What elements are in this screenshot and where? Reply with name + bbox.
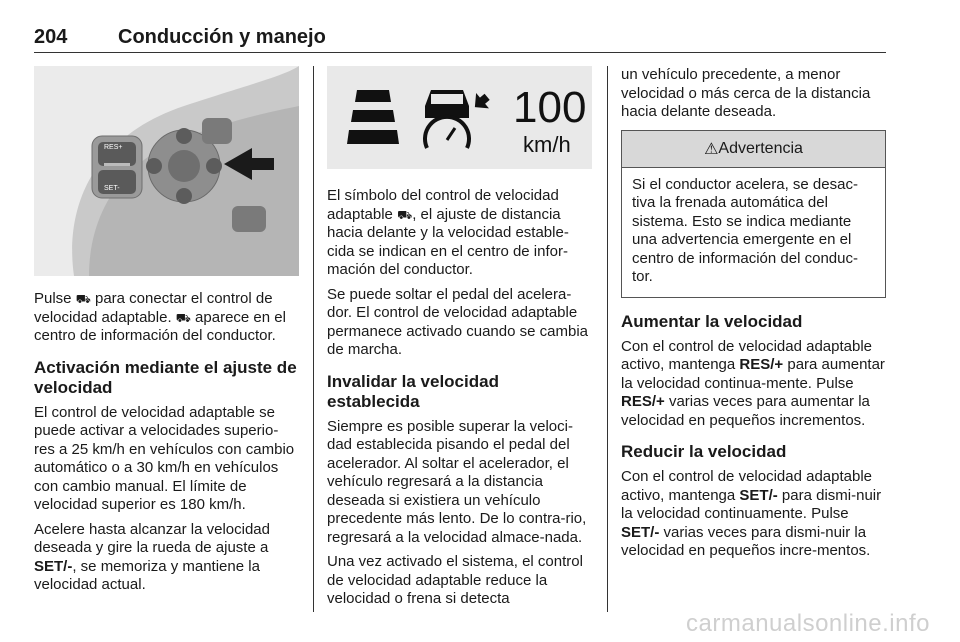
heading-increase: Aumentar la velocidad [621,311,803,331]
column-2: 100 km/h El símbolo del control de velocidad adaptable ⛟, el ajuste de distancia hacia delante y la velocidad estable-cida se indican en el centro de infor-mación del conductor. Se puede soltar el pedal del acelera-dor. El control de velocidad adaptable permanece activado cuando se cambia de marcha. Invalidar la velocidad establecida Siempre es posible superar la veloci-dad establecida pisando el pedal del acelerador. Al soltar el acelerador, el vehículo regresará a la distancia deseada si existiera un vehículo precedente más lento. De lo contra-rio, regresará a la velocidad almace-nada. Una vez activado el sistema, el control de velocidad adaptable reduce la velocidad o frena si detecta [327,66,592,609]
steering-wheel-image [34,66,299,276]
page-number: 204 [34,26,68,48]
heading-decrease: Reducir la velocidad [621,442,787,461]
warning-text: Si el conductor acelera, se desac-tiva la frenada automática del sistema. Esto se indica mediante una advertencia emergente en el centro de información del conduc-tor. [632,175,858,285]
cluster-display-image [327,66,592,169]
paragraph-activation: El control de velocidad adaptable se puede activar a velocidades superio-res a 25 km/h en vehículos con cambio automático o a 30 km/h en vehículos con cambio manual. El límite de velocidad superior es 180 km/h. [34,403,295,513]
res-button-label: RES+ [104,144,123,151]
paragraph-continued: un vehículo precedente, a menor velocidad o más cerca de la distancia hacia delante deseada. [621,66,871,120]
warning-title: Advertencia [718,139,803,157]
heading-override: Invalidar la velocidad establecida [327,371,499,411]
acc-icon: ⛟ [75,292,91,306]
set-button-label: SET- [104,185,120,192]
heading-activation: Activación mediante el ajuste de velocidad [34,357,297,397]
page-header [34,24,886,53]
column-1: RES+ SET- Pulse ⛟ para conectar el control de velocidad adaptable. ⛟ aparece en el centro de información del conductor. Activación mediante el ajuste de velocidad El control de velocidad adaptable se puede activar a velocidades superio-res a 25 km/h en vehículos con cambio automático o a 30 km/h en vehículos con cambio manual. El límite de velocidad superior es 180 km/h. Acelere hasta alcanzar la velocidad deseada y gire la rueda de ajuste a SET/-, se memoriza y mantiene la velocidad actual. [34,66,299,595]
acc-icon: ⛟ [175,310,191,325]
warning-box [621,130,886,298]
warning-icon: ⚠ [704,140,719,158]
column-divider-2 [607,66,608,612]
watermark: carmanualsonline.info [686,610,930,637]
column-divider-1 [313,66,314,612]
paragraph-release-pedal: Se puede soltar el pedal del acelera-dor. El control de velocidad adaptable permanece activado cuando se cambia de marcha. [327,285,588,358]
column-3: un vehículo precedente, a menor velocidad o más cerca de la distancia hacia delante deseada. ⚠ Advertencia Si el conductor acelera, se desac-tiva la frenada automática del sistema. Esto se indica mediante una advertencia emergente en el centro de información del conduc-tor. Aumentar la velocidad Con el control de velocidad adaptable activo, mantenga RES/+ para aumentar la velocidad continua-mente. Pulse RES/+ varias veces para aumentar la velocidad en pequeños incrementos. Reducir la velocidad Con el control de velocidad adaptable activo, mantenga SET/- para dismi-nuir la velocidad continuamente. Pulse SET/- varias veces para dismi-nuir la velocidad en pequeños incre-mentos. [621,66,885,559]
speed-unit: km/h [523,132,571,157]
set-speed-value: 100 [513,83,587,132]
paragraph-override: Siempre es posible superar la veloci-dad establecida pisando el pedal del acelerador. Al soltar el acelerador, el vehículo regresará a la distancia deseada si existiera un vehículo precedente más lento. De lo contra-rio, regresará a la velocidad almace-nada. [327,417,587,546]
paragraph-activated: Una vez activado el sistema, el control de velocidad adaptable reduce la velocidad o frena si detecta [327,553,583,607]
page-title: Conducción y manejo [118,26,326,48]
acc-icon: ⛟ [397,207,413,222]
warning-header [622,131,885,168]
